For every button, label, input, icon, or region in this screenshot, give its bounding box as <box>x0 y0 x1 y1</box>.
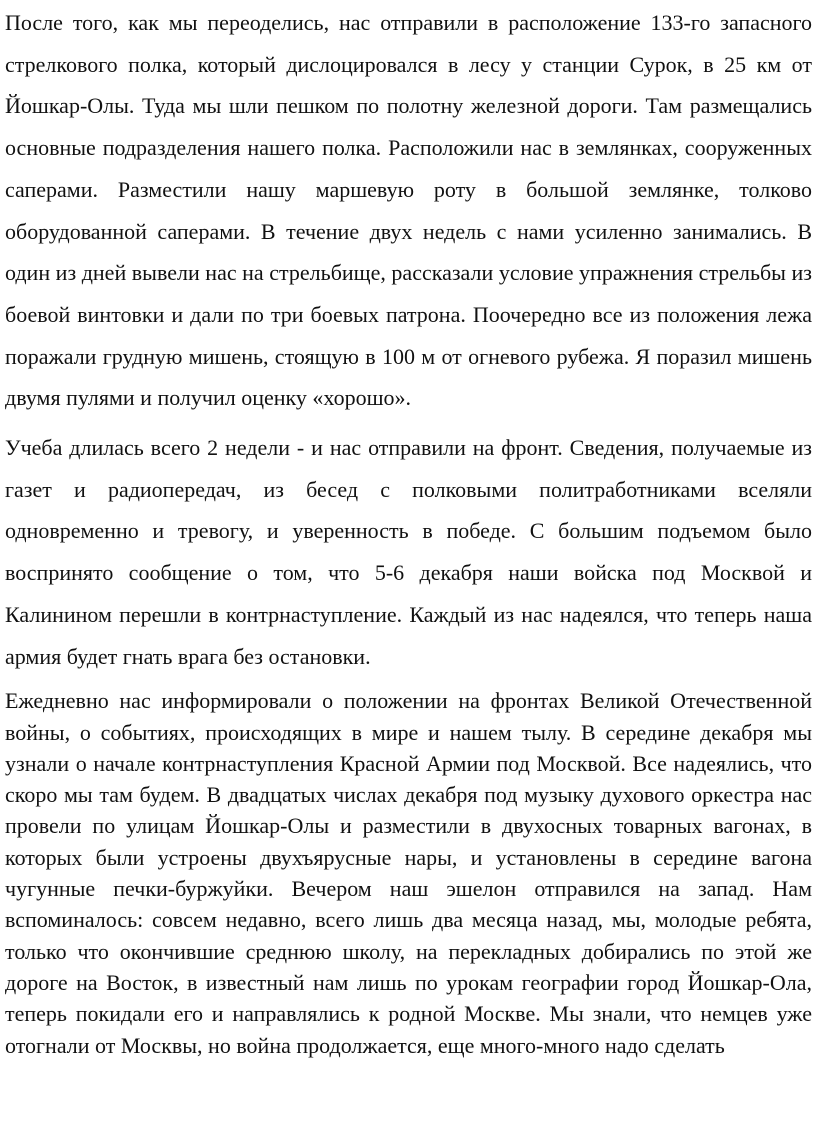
document-page <box>5 0 812 1061</box>
paragraph-3: Ежедневно нас информировали о положении на фронтах Великой Отечественной войны, о событиях, происходящих в мире и нашем тылу. В середине декабря мы узнали о начале контрнаступления Красной Армии под Москвой. Все надеялись, что скоро мы там будем. В двадцатых числах декабря под музыку духового оркестра нас провели по улицам Йошкар-Олы и разместили в двухосных товарных вагонах, в которых были устроены двухъярусные нары, и установлены в середине вагона чугунные печки-буржуйки. Вечером наш эшелон отправился на запад. Нам вспоминалось: совсем недавно, всего лишь два месяца назад, мы, молодые ребята, только что окончившие среднюю школу, на перекладных добирались по этой же дороге на Восток, в известный нам лишь по урокам географии город Йошкар-Ола, теперь покидали его и направлялись к родной Москве. Мы знали, что немцев уже отогнали от Москвы, но война продолжается, еще много-много надо сделать <box>5 688 812 1058</box>
paragraph-1: После того, как мы переоделись, нас отправили в расположение 133-го запасного стрелкового полка, который дислоцировался в лесу у станции Сурок, в 25 км от Йошкар-Олы. Туда мы шли пешком по полотну железной дороги. Там размещались основные подразделения нашего полка. Расположили нас в землянках, сооруженных саперами. Разместили нашу маршевую роту в большой землянке, толково оборудованной саперами. В течение двух недель с нами усиленно занимались. В один из дней вывели нас на стрельбище, рассказали условие упражнения стрельбы из боевой винтовки и дали по три боевых патрона. Поочередно все из положения лежа поражали грудную мишень, стоящую в 100 м от огневого рубежа. Я поразил мишень двумя пулями и получил оценку «хорошо». <box>5 10 812 411</box>
paragraph-2: Учеба длилась всего 2 недели - и нас отправили на фронт. Сведения, получаемые из газет и радиопередач, из бесед с полковыми политработниками вселяли одновременно и тревогу, и уверенность в победе. С большим подъемом было воспринято сообщение о том, что 5-6 декабря наши войска под Москвой и Калинином перешли в контрнаступление. Каждый из нас надеялся, что теперь наша армия будет гнать врага без остановки. <box>5 435 812 669</box>
